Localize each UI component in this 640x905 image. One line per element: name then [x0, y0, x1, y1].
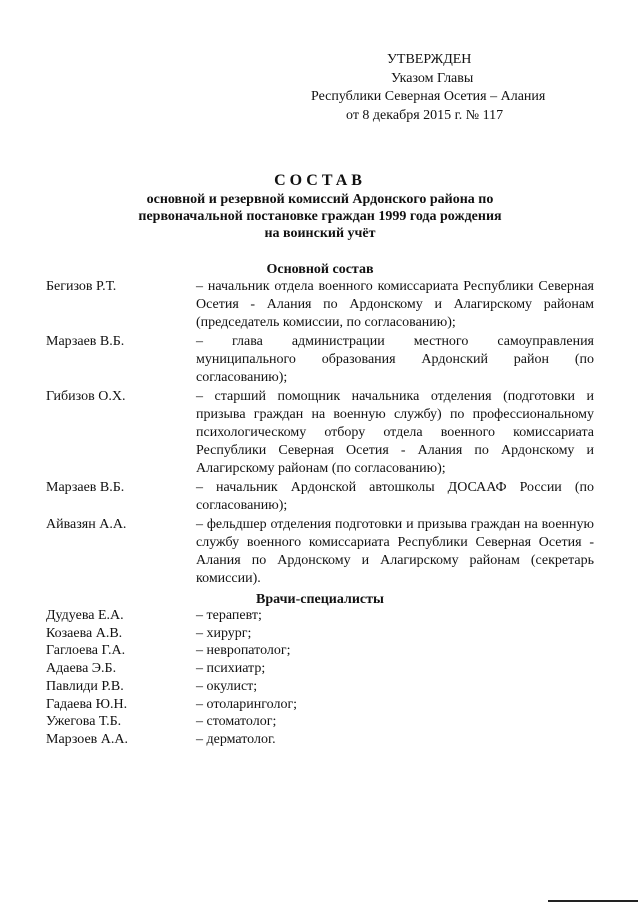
list-item [46, 642, 446, 660]
member-role: – фельдшер отделения подготовки и призыва граждан на военную службу военного комиссариата Республики Северная Осетия - Алания по Ардонскому и Алагирскому районам (секретарь комиссии). [196, 517, 594, 586]
title-line-2: первоначальной постановке граждан 1999 года рождения [138, 209, 502, 224]
doctor-name: Павлиди Р.В. [46, 678, 124, 694]
title-line-1: основной и резервной комиссий Ардонского района по [146, 192, 494, 207]
doctor-specialty: – отоларинголог; [196, 696, 298, 712]
doctor-name: Гадаева Ю.Н. [46, 696, 128, 712]
doctor-name: Адаева Э.Б. [46, 661, 117, 677]
member-name: Гибизов О.Х. [46, 389, 126, 404]
list-item [46, 660, 446, 678]
doctor-name: Марзоев А.А. [46, 731, 128, 747]
doctor-name: Козаева А.В. [46, 625, 123, 641]
main-members-list [46, 278, 594, 589]
member-role: – начальник отдела военного комиссариата Республики Северная Осетия - Алания по Ардонскому и Алагирскому районам (председатель комиссии, по согласованию); [196, 279, 594, 330]
doctor-name: Гаглоева Г.А. [46, 643, 126, 659]
list-item [46, 607, 446, 625]
list-item [46, 678, 446, 696]
member-role: – начальник Ардонской автошколы ДОСААФ России (по согласованию); [196, 480, 594, 513]
approval-republic: Республики Северная Осетия – Алания [311, 89, 546, 104]
member-name: Марзаев В.Б. [46, 480, 125, 495]
doctor-specialty: – невропатолог; [196, 643, 291, 659]
list-item [46, 713, 446, 731]
doctor-specialty: – терапевт; [196, 608, 262, 623]
approval-title: УТВЕРЖДЕН [387, 52, 472, 67]
list-item [46, 333, 594, 387]
doctor-specialty: – психиатр; [196, 661, 266, 677]
title-line-3: на воинский учёт [264, 226, 376, 241]
list-item [46, 731, 446, 749]
approval-by: Указом Главы [391, 71, 474, 86]
approval-date: от 8 декабря 2015 г. № 117 [346, 108, 504, 123]
member-name: Марзаев В.Б. [46, 334, 125, 349]
doctors-section-heading: Врачи-специалисты [256, 592, 384, 607]
doctor-specialty: – стоматолог; [196, 714, 277, 730]
member-name: Бегизов Р.Т. [46, 279, 117, 294]
main-section-heading: Основной состав [266, 262, 374, 277]
title-heading: СОСТАВ [274, 172, 366, 189]
doctor-specialty: – дерматолог. [196, 731, 276, 747]
doctors-list [46, 607, 446, 749]
list-item [46, 388, 594, 478]
list-item [46, 278, 594, 332]
document-title [0, 171, 640, 242]
list-item [46, 479, 594, 515]
doctor-name: Дудуева Е.А. [46, 608, 124, 623]
member-role: – глава администрации местного самоуправления муниципального образования Ардонский район (по согласованию); [196, 334, 594, 385]
member-name: Айвазян А.А. [46, 517, 127, 532]
doctor-specialty: – хирург; [196, 625, 252, 641]
list-item [46, 516, 594, 588]
list-item [46, 625, 446, 643]
list-item [46, 696, 446, 714]
member-role: – старший помощник начальника отделения (подготовки и призыва граждан на военную службу) по профессиональному психологическому отбору отдела военного комиссариата Республики Северная Осетия - Алания по Ардонскому и Алагирскому районам (по согласованию); [196, 389, 594, 476]
doctor-name: Ужегова Т.Б. [46, 714, 122, 730]
scan-artifact-line [548, 900, 638, 902]
doctor-specialty: – окулист; [196, 678, 258, 694]
